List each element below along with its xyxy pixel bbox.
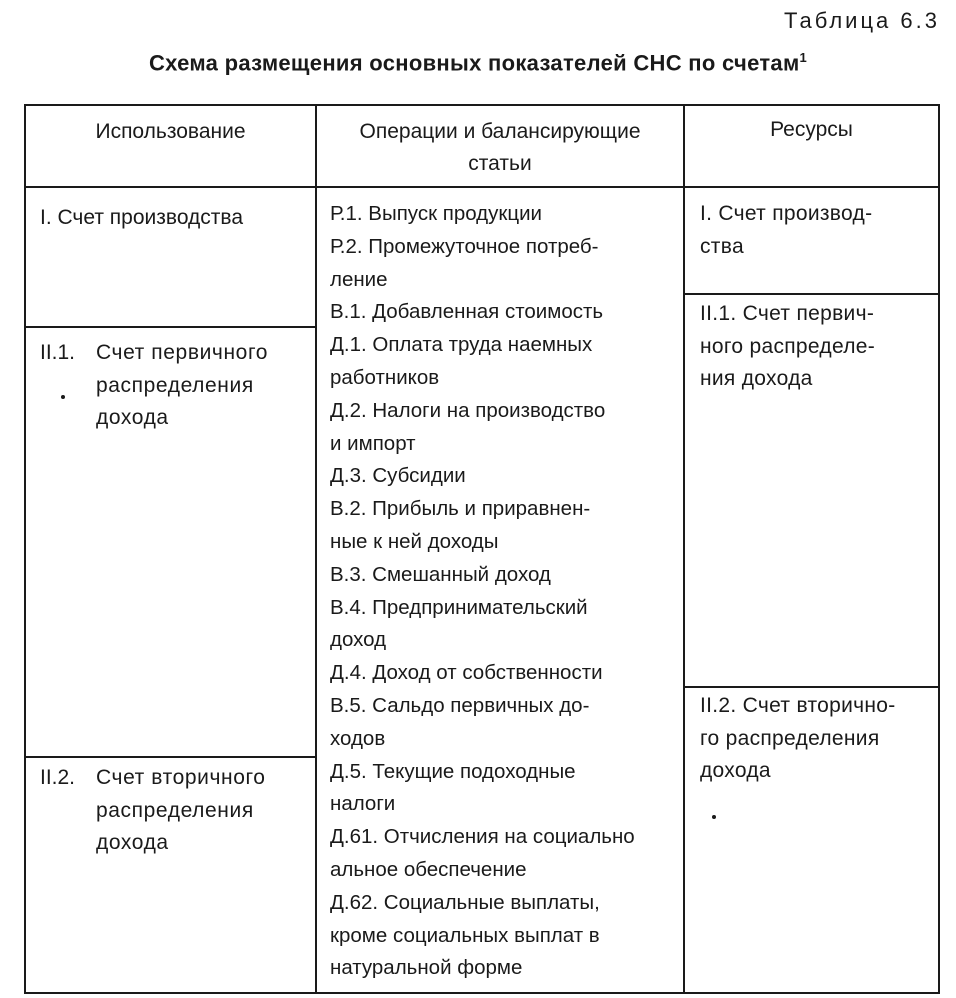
- right-cell-secondary-line2: го распределения: [700, 726, 880, 750]
- left-cell-primary-number: II.1.: [40, 341, 76, 364]
- left-cell-primary-line2: распределения: [96, 373, 254, 397]
- left-cell-primary-line1: Счет первичного: [96, 341, 269, 364]
- column-header-operations: [317, 116, 683, 180]
- operation-line: Д.61. Отчисления на социально: [330, 825, 635, 849]
- right-cell-primary: [700, 298, 875, 396]
- operation-line: Р.2. Промежуточное потреб-: [330, 234, 599, 258]
- left-divider-2: [24, 756, 317, 758]
- right-cell-primary-line1: II.1. Счет первич-: [700, 302, 875, 325]
- right-cell-production-line2: ства: [700, 234, 744, 258]
- operation-line: натуральной форме: [330, 956, 523, 980]
- operation-line: кроме социальных выплат в: [330, 923, 600, 947]
- operation-line: Д.3. Субсидии: [330, 464, 466, 488]
- column-divider-left: [315, 104, 317, 994]
- column-header-usage: Использование: [95, 120, 246, 143]
- print-speck: [61, 395, 65, 399]
- right-cell-primary-line2: ного распределе-: [700, 334, 876, 358]
- column-header-resources: Ресурсы: [770, 118, 853, 141]
- column-header-operations-line1: Операции и балансирующие: [359, 120, 641, 143]
- operation-line: налоги: [330, 792, 396, 816]
- column-divider-right: [683, 104, 685, 994]
- operation-line: и импорт: [330, 431, 416, 455]
- operation-line: ходов: [330, 726, 386, 750]
- operation-line: Д.1. Оплата труда наемных: [330, 333, 593, 357]
- table-title: [0, 50, 956, 76]
- operations-list: [330, 198, 675, 985]
- operation-line: В.5. Сальдо первичных до-: [330, 693, 590, 717]
- operation-line: Р.1. Выпуск продукции: [330, 202, 543, 225]
- operation-line: альное обеспечение: [330, 857, 527, 881]
- right-divider-1: [683, 293, 940, 295]
- operation-line: Д.4. Доход от собственности: [330, 661, 603, 685]
- operation-line: доход: [330, 628, 387, 652]
- left-cell-primary: [96, 337, 268, 435]
- left-divider-1: [24, 326, 317, 328]
- operation-line: Д.62. Социальные выплаты,: [330, 890, 600, 914]
- operation-line: работников: [330, 365, 440, 389]
- title-footnote-mark: 1: [799, 50, 808, 65]
- left-cell-secondary-number: II.2.: [40, 766, 76, 789]
- right-cell-secondary: [700, 690, 896, 788]
- right-divider-2: [683, 686, 940, 688]
- right-cell-secondary-line1: II.2. Счет вторично-: [700, 694, 896, 717]
- left-cell-secondary-line3: дохода: [96, 831, 169, 854]
- operation-line: Д.2. Налоги на производство: [330, 398, 606, 422]
- left-cell-secondary-line1: Счет вторичного: [96, 766, 266, 789]
- left-cell-primary-line3: дохода: [96, 406, 169, 429]
- operation-line: ление: [330, 267, 388, 291]
- print-speck: [712, 815, 716, 819]
- right-cell-secondary-line3: дохода: [700, 759, 771, 782]
- left-cell-secondary: [96, 762, 266, 860]
- right-cell-production: [700, 198, 872, 263]
- column-header-operations-line2: статьи: [468, 152, 532, 175]
- operation-line: В.3. Смешанный доход: [330, 562, 551, 586]
- left-cell-production: I. Счет производства: [40, 206, 244, 229]
- operation-line: ные к ней доходы: [330, 529, 499, 553]
- right-cell-production-line1: I. Счет производ-: [700, 202, 873, 225]
- operation-line: В.1. Добавленная стоимость: [330, 300, 604, 324]
- table-number-label: Таблица 6.3: [784, 8, 940, 33]
- operation-line: Д.5. Текущие подоходные: [330, 759, 576, 783]
- left-cell-secondary-line2: распределения: [96, 798, 254, 822]
- right-cell-primary-line3: ния дохода: [700, 367, 813, 390]
- table-title-text: Схема размещения основных показателей СНС по счетам: [148, 50, 800, 76]
- operation-line: В.4. Предпринимательский: [330, 595, 588, 619]
- operation-line: В.2. Прибыль и приравнен-: [330, 497, 591, 521]
- header-divider: [24, 186, 940, 188]
